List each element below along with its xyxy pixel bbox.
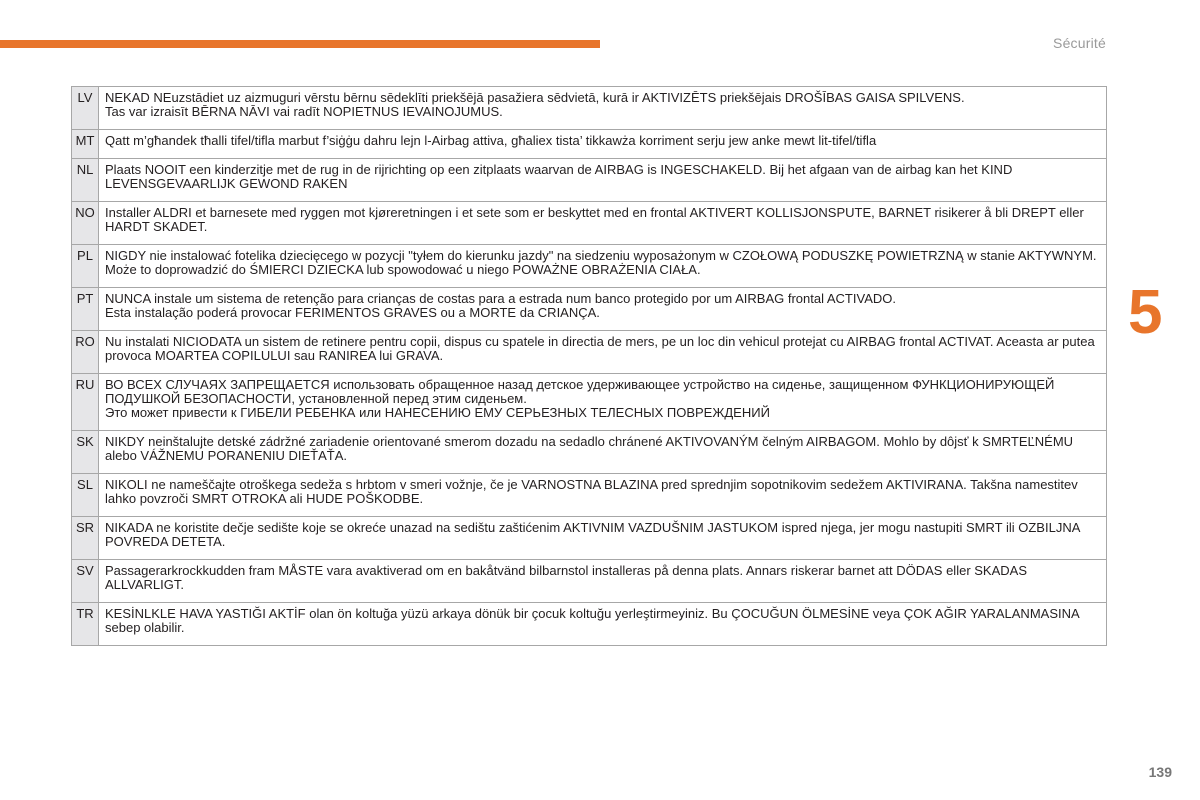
warning-text-line: NIKDY neinštalujte detské zádržné zariadenie orientované smerom dozadu na sedadlo chránené AKTIVOVANÝM čelným AIRBAGOM. Mohlo by dôjsť k SMRTEĽNÉMU alebo VÁŽNEMU PORANENIU DIEŤAŤA. [105, 434, 1074, 463]
warning-text-line: ВО ВСЕХ СЛУЧАЯХ ЗАПРЕЩАЕТСЯ использовать обращенное назад детское удерживающее устройство на сиденье, защищенном ФУНКЦИОНИРУЮЩЕЙ ПОДУШКОЙ БЕЗОПАСНОСТИ, установленной перед этим сиденьем. [105, 377, 1055, 406]
table-row [72, 374, 1107, 431]
header-accent-bar [0, 40, 600, 48]
table-row [72, 87, 1107, 130]
warning-text-line: Plaats NOOIT een kinderzitje met de rug in de rijrichting op een zitplaats waarvan de AIRBAG is INGESCHAKELD. Bij het afgaan van de airbag kan het KIND LEVENSGEVAARLIJK GEWOND RAKEN [105, 162, 1013, 191]
warning-text [99, 87, 1107, 130]
table-row [72, 331, 1107, 374]
warning-text-line: Passagerarkrockkudden fram MÅSTE vara avaktiverad om en bakåtvänd bilbarnstol installeras på denna plats. Annars riskerar barnet att DÖDAS eller SKADAS ALLVARLIGT. [105, 563, 1027, 592]
warning-text-line: Qatt m’għandek tħalli tifel/tifla marbut f’siġġu dahru lejn l-Airbag attiva, għaliex tista’ tikkawża korriment serju jew anke mewt lit-tifel/tifla [105, 133, 877, 148]
section-title: Sécurité [1053, 35, 1106, 51]
language-code: SL [72, 474, 99, 517]
warning-text-line: NIGDY nie instalować fotelika dziecięcego w pozycji "tyłem do kierunku jazdy" na siedzeniu wyposażonym w CZOŁOWĄ PODUSZKĘ POWIETRZNĄ w stanie AKTYWNYM. Może to doprowadzić do ŚMIERCI DZIECKA lub spowodować u niego POWAŻNE OBRAŻENIA CIAŁA. [105, 248, 1097, 277]
table-row [72, 474, 1107, 517]
warning-text [99, 374, 1107, 431]
warning-text [99, 431, 1107, 474]
warning-text-line: NEKAD NEuzstādiet uz aizmuguri vērstu bērnu sēdeklīti priekšējā pasažiera sēdvietā, kurā ir AKTIVIZĒTS priekšējais DROŠĪBAS GAISA SPILVENS. [105, 90, 965, 105]
warning-text-line: Installer ALDRI et barnesete med ryggen mot kjøreretningen i et sete som er beskyttet med en frontal AKTIVERT KOLLISJONSPUTE, BARNET risikerer å bli DREPT eller HARDT SKADET. [105, 205, 1084, 234]
airbag-warning-table [71, 86, 1107, 646]
warning-text-line: Esta instalação poderá provocar FERIMENTOS GRAVES ou a MORTE da CRIANÇA. [105, 305, 600, 320]
language-code: PL [72, 245, 99, 288]
language-code: RU [72, 374, 99, 431]
warning-text [99, 603, 1107, 646]
warning-table-body [72, 87, 1107, 646]
warning-text [99, 560, 1107, 603]
warning-text [99, 288, 1107, 331]
table-row [72, 202, 1107, 245]
chapter-number: 5 [1128, 278, 1163, 347]
language-code: NO [72, 202, 99, 245]
warning-text-line: Nu instalati NICIODATA un sistem de retinere pentru copii, dispus cu spatele in directia de mers, pe un loc din vehicul protejat cu AIRBAG frontal ACTIVAT. Aceasta ar putea provoca MOARTEA COPILULUI sau RANIREA lui GRAVA. [105, 334, 1095, 363]
language-code: SV [72, 560, 99, 603]
warning-text-line: Это может привести к ГИБЕЛИ РЕБЕНКА или НАНЕСЕНИЮ ЕМУ СЕРЬЕЗНЫХ ТЕЛЕСНЫХ ПОВРЕЖДЕНИЙ [105, 405, 770, 420]
warning-text-line: NIKADA ne koristite dečje sedište koje se okreće unazad na sedištu zaštićenim AKTIVNIM VAZDUŠNIM JASTUKOM ispred njega, jer mogu nastupiti SMRT ili OZBILJNA POVREDA DETETA. [105, 520, 1080, 549]
table-row [72, 130, 1107, 159]
warning-text [99, 202, 1107, 245]
language-code: LV [72, 87, 99, 130]
warning-text [99, 517, 1107, 560]
warning-text-line: NIKOLI ne nameščajte otroškega sedeža s hrbtom v smeri vožnje, če je VARNOSTNA BLAZINA pred sprednjim sopotnikovim sedežem AKTIVIRANA. Takšna namestitev lahko povzroči SMRT OTROKA ali HUDE POŠKODBE. [105, 477, 1078, 506]
warning-text [99, 245, 1107, 288]
language-code: PT [72, 288, 99, 331]
language-code: TR [72, 603, 99, 646]
table-row [72, 517, 1107, 560]
warning-text-line: NUNCA instale um sistema de retenção para crianças de costas para a estrada num banco protegido por um AIRBAG frontal ACTIVADO. [105, 291, 896, 306]
warning-text-line: KESİNLKLE HAVA YASTIĞI AKTİF olan ön koltuğa yüzü arkaya dönük bir çocuk koltuğu yerleştirmeyiniz. Bu ÇOCUĞUN ÖLMESİNE veya ÇOK AĞIR YARALANMASINA sebep olabilir. [105, 606, 1079, 635]
language-code: MT [72, 130, 99, 159]
table-row [72, 159, 1107, 202]
page-number: 139 [1148, 764, 1172, 780]
language-code: SR [72, 517, 99, 560]
language-code: SK [72, 431, 99, 474]
warning-text [99, 130, 1107, 159]
language-code: NL [72, 159, 99, 202]
warning-text [99, 331, 1107, 374]
table-row [72, 431, 1107, 474]
warning-text [99, 159, 1107, 202]
table-row [72, 603, 1107, 646]
warning-text [99, 474, 1107, 517]
language-code: RO [72, 331, 99, 374]
table-row [72, 288, 1107, 331]
table-row [72, 245, 1107, 288]
warning-text-line: Tas var izraisīt BĒRNA NĀVI vai radīt NOPIETNUS IEVAINOJUMUS. [105, 104, 503, 119]
table-row [72, 560, 1107, 603]
